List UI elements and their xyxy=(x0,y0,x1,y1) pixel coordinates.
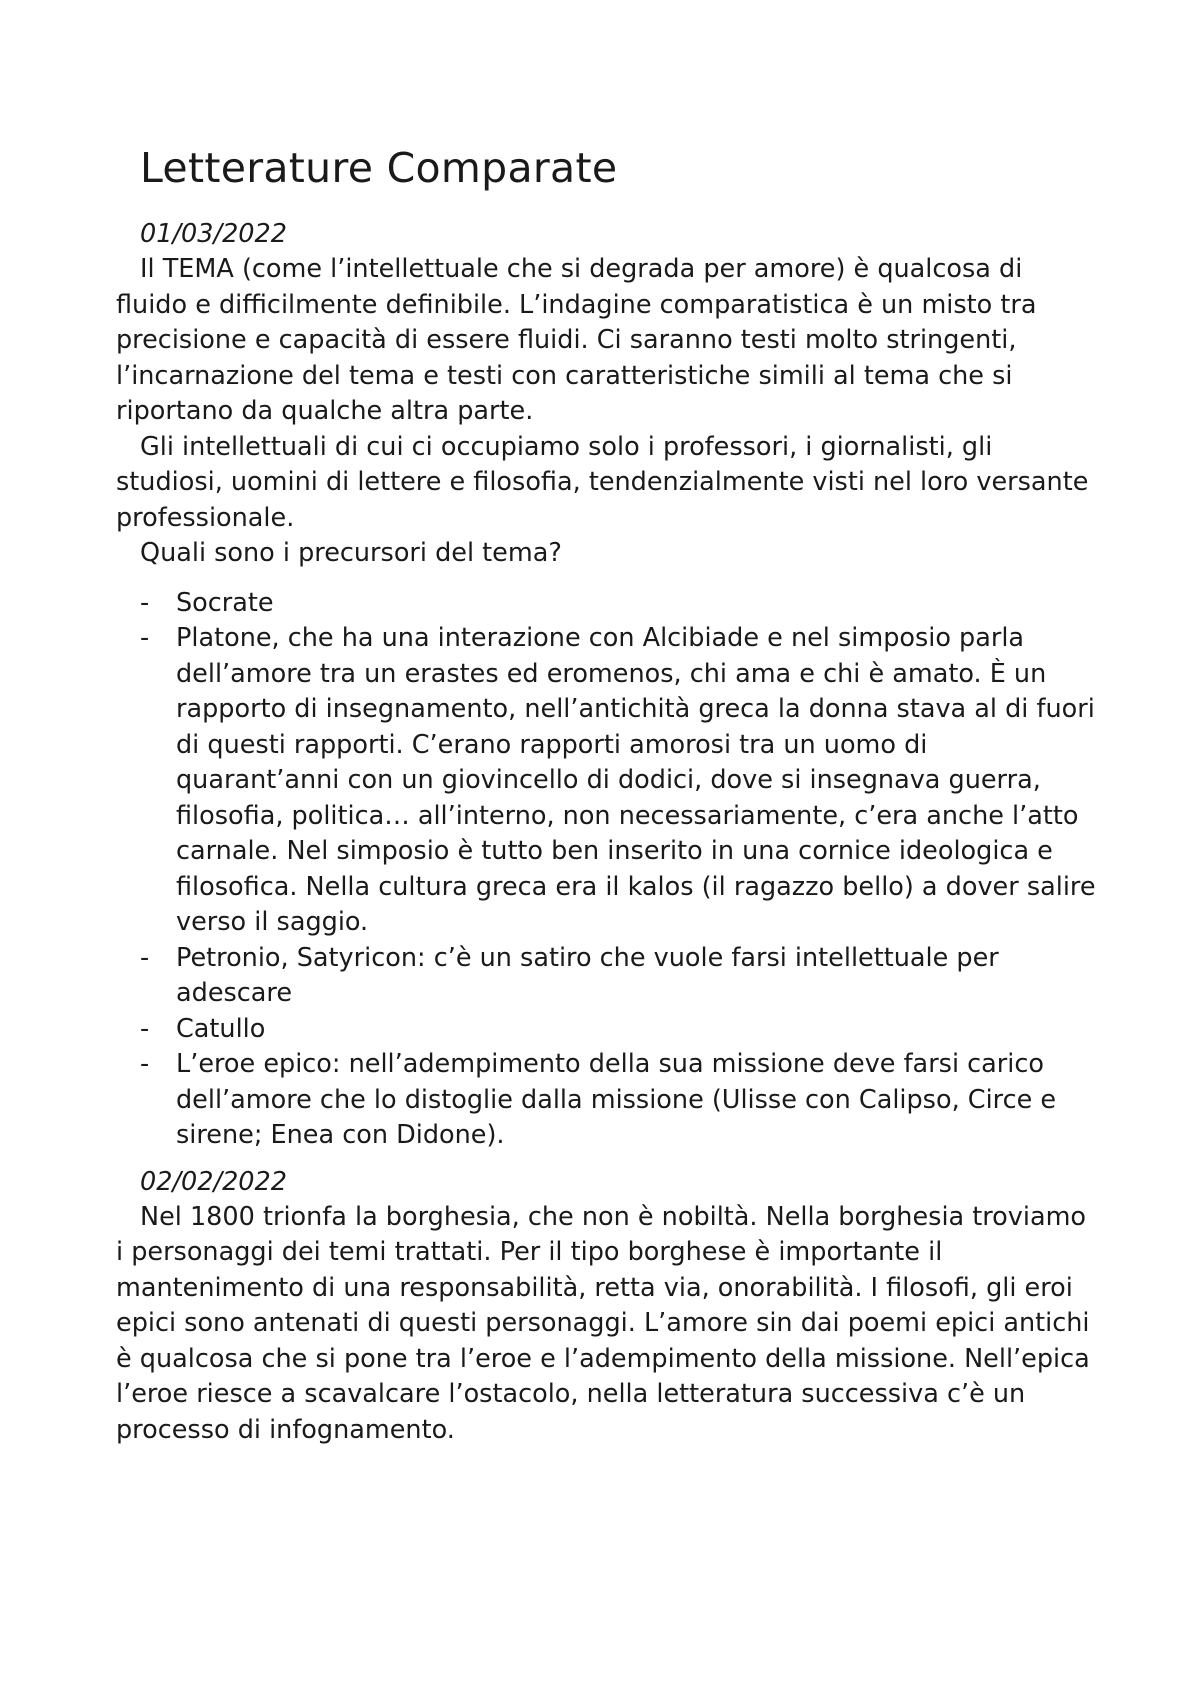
section-2 xyxy=(116,1164,1096,1449)
paragraph: Gli intellettuali di cui ci occupiamo solo i professori, i giornalisti, gli studiosi, uomini di lettere e filosofia, tendenzialmente visti nel loro versante professionale. xyxy=(116,431,1089,533)
paragraph: Il TEMA (come l’intellettuale che si degrada per amore) è qualcosa di fluido e difficilmente definibile. L’indagine comparatistica è un misto tra precisione e capacità di essere fluidi. Ci saranno testi molto stringenti, l’incarnazione del tema e testi con caratteristiche simili al tema che si riportano da qualche altra parte. xyxy=(116,254,1037,426)
paragraph: Quali sono i precursori del tema? xyxy=(140,538,562,568)
bullet-marker: - xyxy=(140,587,150,618)
list-item-text: Socrate xyxy=(176,587,274,618)
list-item-text: L’eroe epico: nell’adempimento della sua missione deve farsi carico dell’amore che lo distoglie dalla missione (Ulisse con Calipso, Circe e sirene; Enea con Didone). xyxy=(176,1049,1057,1150)
list-item-text: Platone, che ha una interazione con Alcibiade e nel simposio parla dell’amore tra un erastes ed eromenos, chi ama e chi è amato. È un rapporto di insegnamento, nell’antichità greca la donna stava al di fuori di questi rapporti. C’erano rapporti amorosi tra un uomo di quarant’anni con un giovincello di dodici, dove si insegnava guerra, filosofia, politica… all’interno, non necessariamente, c’era anche l’atto carnale. Nel simposio è tutto ben inserito in una cornice ideologica e filosofica. Nella cultura greca era il kalos (il ragazzo bello) a dover salire verso il saggio. xyxy=(176,623,1096,937)
section-date: 01/03/2022 xyxy=(140,219,287,249)
list-item xyxy=(116,621,1096,941)
section-date: 02/02/2022 xyxy=(140,1166,287,1197)
paragraph: Nel 1800 trionfa la borghesia, che non è nobiltà. Nella borghesia troviamo i personaggi dei temi trattati. Per il tipo borghese è importante il mantenimento di una responsabilità, retta via, onorabilità. I filosofi, gli eroi epici sono antenati di questi personaggi. L’amore sin dai poemi epici antichi è qualcosa che si pone tra l’eroe e l’adempimento della missione. Nell’epica l’eroe riesce a scavalcare l’ostacolo, nella letteratura successiva c’è un processo di infognamento. xyxy=(116,1201,1090,1445)
list-item-text: Petronio, Satyricon: c’è un satiro che vuole farsi intellettuale per adescare xyxy=(176,942,999,1008)
section-1 xyxy=(116,198,1096,1154)
list-item-text: Catullo xyxy=(176,1013,266,1044)
document-page xyxy=(116,138,1096,1448)
bullet-marker: - xyxy=(140,1013,150,1044)
bullet-marker: - xyxy=(140,623,150,653)
list-item xyxy=(116,941,1096,1012)
bullet-marker: - xyxy=(140,1049,150,1079)
bullet-marker: - xyxy=(140,942,150,973)
list-item xyxy=(116,1047,1096,1154)
list-item xyxy=(116,1012,1096,1048)
list-item xyxy=(116,586,1096,622)
precursors-list xyxy=(116,586,1096,1154)
document-title: Letterature Comparate xyxy=(140,144,618,192)
